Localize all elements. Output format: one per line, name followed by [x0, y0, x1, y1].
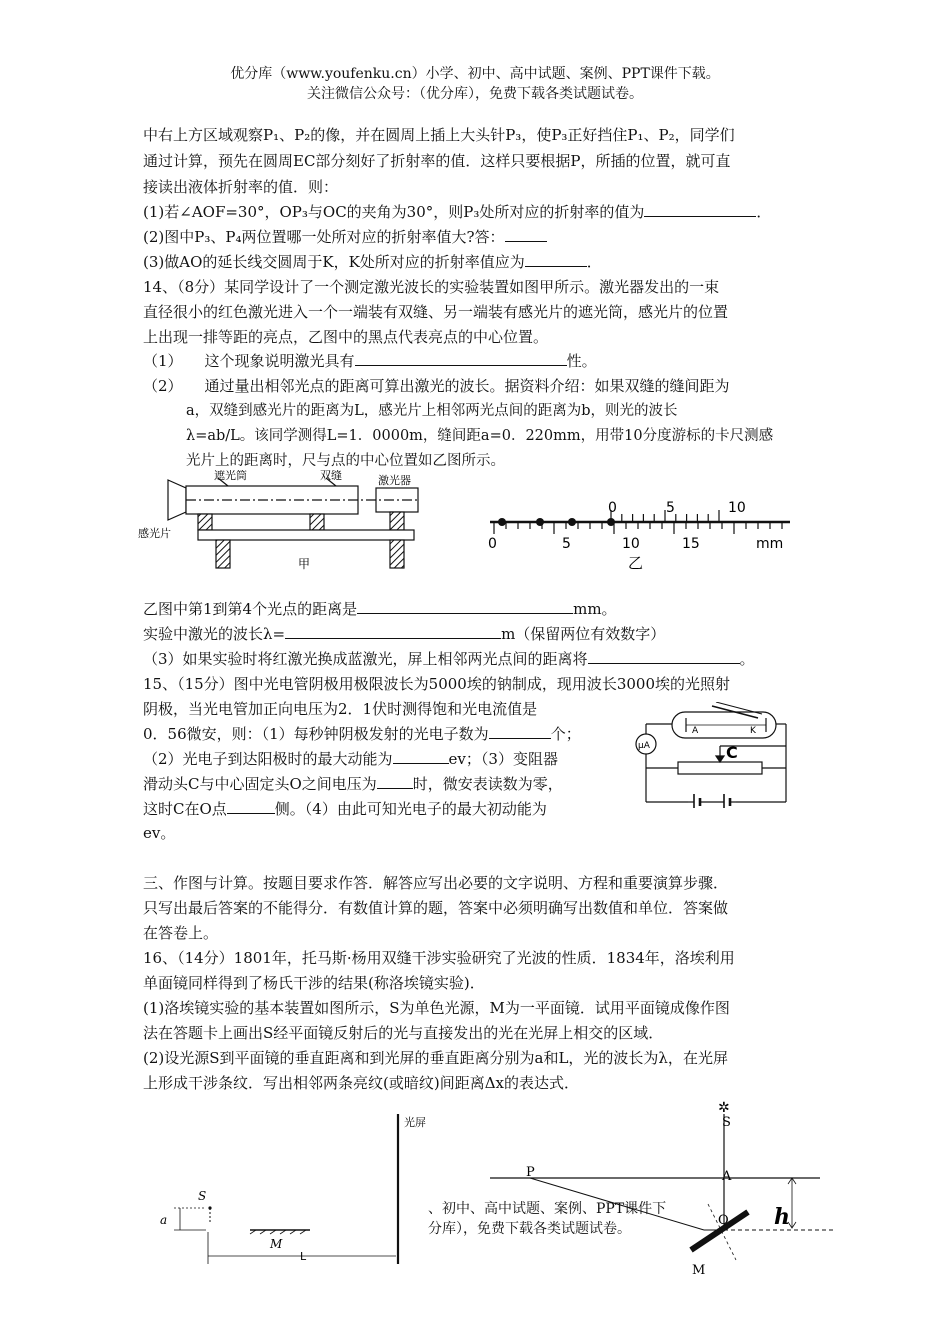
p14-d2-end: m（保留两位有效数字） — [501, 625, 666, 643]
answer-blank — [355, 350, 567, 366]
p16-line-6: 上形成干涉条纹．写出相邻两条亮纹(或暗纹)间距离Δx的表达式． — [143, 1074, 579, 1092]
unit-label: mm — [756, 536, 784, 552]
distance-a-label: a — [160, 1213, 168, 1227]
p14-s2-num: （2） — [143, 377, 183, 395]
p15-l4-end: ev；（3）变阻器 — [448, 750, 558, 768]
p16-line-5: (2)设光源S到平面镜的垂直距离和到光屏的垂直距离分别为a和L，光的波长为λ，在光屏 — [143, 1049, 728, 1067]
p14-sub-1 — [143, 350, 597, 372]
answer-blank — [393, 748, 449, 764]
p15-l5-text: 滑动头C与中心固定头O之间电压为 — [143, 775, 377, 793]
p15-line-5 — [143, 773, 563, 795]
point-p-label: P — [526, 1165, 535, 1180]
p15-line-1: 15、（15分）图中光电管阴极用极限波长为5000埃的钠制成，现用波长3000埃的光照射 — [143, 675, 731, 693]
label-film: 感光片 — [138, 527, 171, 540]
p13-question-1 — [143, 201, 771, 223]
p13-q3-end: ． — [586, 253, 602, 271]
distance-l-label: L — [300, 1250, 307, 1263]
p14-s1-num: （1） — [143, 352, 183, 370]
p14-s2-line-d: 光片上的距离时，尺与点的中心位置如乙图所示。 — [186, 453, 505, 469]
answer-blank — [227, 798, 275, 814]
p14-s2-line-a: 通过量出相邻光点的距离可算出激光的波长。据资料介绍：如果双缝的缝间距为 — [204, 377, 730, 395]
figure-jia-apparatus — [138, 470, 438, 580]
sec3-line-2: 只写出最后答案的不能得分．有数值计算的题，答案中必须明确写出数值和单位．答案做 — [143, 899, 729, 917]
answer-blank — [489, 723, 551, 739]
p13-line-1: 中右上方区域观察P₁、P₂的像，并在圆周上插上大头针P₃，使P₃正好挡住P₁、P₂，同学们 — [143, 126, 735, 144]
header-line-1: 优分库（www.youfenku.cn）小学、初中、高中试题、案例、PPT课件下载。 — [230, 66, 720, 82]
p13-line-3: 接读出液体折射率的值．则： — [143, 178, 339, 196]
source-s-label: S — [198, 1189, 207, 1203]
p14-sub-2 — [143, 375, 730, 397]
p14-s2-line-b: a，双缝到感光片的距离为L，感光片上相邻两光点间的距离为b，则光的波长 — [186, 403, 678, 419]
mirror-m-label: M — [270, 1237, 283, 1251]
vernier-label-10: 10 — [728, 500, 746, 516]
point-a-label: A — [722, 1169, 732, 1184]
vernier-label-0: 0 — [608, 500, 617, 516]
figure-jia-caption: 甲 — [298, 557, 311, 571]
p16-line-3: (1)洛埃镜实验的基本装置如图所示，S为单色光源，M为一平面镜．试用平面镜成像作图 — [143, 999, 730, 1017]
main-label-0: 0 — [488, 536, 497, 552]
light-spot — [498, 518, 506, 526]
main-label-10: 10 — [622, 536, 640, 552]
p15-line-7: ev。 — [143, 824, 176, 842]
p15-l3-end: 个； — [550, 725, 581, 743]
answer-blank — [285, 623, 501, 639]
p13-question-3 — [143, 251, 602, 273]
p14-d1-text: 乙图中第1到第4个光点的距离是 — [143, 600, 358, 618]
main-label-5: 5 — [562, 536, 571, 552]
p16-line-1: 16、（14分）1801年，托马斯·杨用双缝干涉实验研究了光波的性质．1834年，洛埃利用 — [143, 949, 735, 967]
p14-s1-text: 这个现象说明激光具有 — [204, 352, 355, 370]
light-spot — [536, 518, 544, 526]
figure-rotating-mirror — [486, 1100, 840, 1280]
figure-phototube-circuit — [626, 702, 804, 808]
main-label-15: 15 — [682, 536, 700, 552]
p14-d1-end: mm。 — [573, 600, 617, 618]
p15-l5-end: 时，微安表读数为零， — [412, 775, 563, 793]
p15-line-3 — [143, 723, 581, 745]
answer-blank — [357, 598, 573, 614]
p15-line-4 — [143, 748, 558, 770]
p15-l4-text: （2）光电子到达阳极时的最大动能为 — [143, 750, 393, 768]
microammeter-label: μA — [638, 741, 650, 751]
figure-yi-caption: 乙 — [628, 554, 644, 572]
mirror-m-label: M — [692, 1263, 706, 1278]
p15-l3-text: 0．56微安，则：（1）每秒钟阴极发射的光电子数为 — [143, 725, 489, 743]
p16-line-4: 法在答题卡上画出S经平面镜反射后的光与直接发出的光在光屏上相交的区域． — [143, 1024, 664, 1042]
light-spot — [568, 518, 576, 526]
p14-s1-end: 性。 — [566, 352, 597, 370]
light-spot — [607, 518, 615, 526]
p14-line-3: 上出现一排等距的亮点，乙图中的黑点代表亮点的中心位置。 — [143, 328, 549, 346]
p15-l6-text: 这时C在O点 — [143, 800, 227, 818]
sec3-line-1: 三、作图与计算。按题目要求作答．解答应写出必要的文字说明、方程和重要演算步骤． — [143, 874, 729, 892]
anode-label: A — [692, 726, 699, 736]
p14-s3-text: （3）如果实验时将红激光换成蓝激光，屏上相邻两光点间的距离将 — [143, 650, 588, 668]
figure-yi-ruler — [480, 494, 800, 574]
point-o-label: O — [718, 1213, 729, 1228]
p14-line-2: 直径很小的红色激光进入一个一端装有双缝、另一端装有感光片的遮光筒，感光片的位置 — [143, 303, 729, 321]
header-line-2: 关注微信公众号：（优分库），免费下载各类试题试卷。 — [307, 86, 643, 102]
p14-line-1: 14、（8分）某同学设计了一个测定激光波长的实验装置如图甲所示。激光器发出的一束 — [143, 278, 720, 296]
p15-line-6 — [143, 798, 547, 820]
p13-question-2 — [143, 226, 547, 248]
p14-s2-line-c: λ=ab/L。该同学测得L=1．0000m，缝间距a=0．220mm，用带10分度游标的卡尺测感 — [186, 428, 774, 444]
answer-blank — [505, 226, 547, 242]
figure-lloyd-mirror — [150, 1108, 430, 1268]
label-laser: 激光器 — [378, 474, 411, 487]
p14-d2-text: 实验中激光的波长λ= — [143, 625, 286, 643]
footer-line-2: 分库），免费下载各类试题试卷。 — [428, 1221, 631, 1237]
screen-label: 光屏 — [404, 1116, 426, 1129]
cathode-label: K — [750, 726, 756, 736]
slider-c-label: C — [726, 743, 738, 762]
answer-blank — [644, 201, 756, 217]
height-h-label: h — [774, 1204, 790, 1230]
p15-line-2: 阴极，当光电管加正向电压为2．1伏时测得饱和光电流值是 — [143, 700, 538, 718]
answer-blank — [588, 648, 740, 664]
p14-sub-3 — [143, 648, 755, 670]
p14-wavelength-line — [143, 623, 665, 645]
source-s-label: S — [722, 1115, 731, 1130]
sun-icon: ✲ — [718, 1100, 730, 1116]
p13-q3-text: (3)做AO的延长线交圆周于K，K处所对应的折射率值应为 — [143, 253, 525, 271]
sec3-line-3: 在答卷上。 — [143, 924, 219, 942]
p13-q1-end: ． — [756, 203, 772, 221]
p13-q1-text: (1)若∠AOF=30°，OP₃与OC的夹角为30°，则P₃处所对应的折射率的值为 — [143, 203, 645, 221]
answer-blank — [525, 251, 587, 267]
p15-l6-end: 侧。（4）由此可知光电子的最大初动能为 — [274, 800, 547, 818]
answer-blank — [377, 773, 413, 789]
label-slit: 双缝 — [320, 470, 342, 482]
footer-line-1: 、初中、高中试题、案例、PPT课件下 — [428, 1201, 667, 1217]
label-tube: 遮光筒 — [214, 470, 247, 482]
p14-distance-line — [143, 598, 617, 620]
vernier-label-5: 5 — [666, 500, 675, 516]
p13-line-2: 通过计算，预先在圆周EC部分刻好了折射率的值．这样只要根据P，所插的位置，就可直 — [143, 152, 731, 170]
p16-line-2: 单面镜同样得到了杨氏干涉的结果(称洛埃镜实验)． — [143, 974, 485, 992]
p13-q2-text: (2)图中P₃、P₄两位置哪一处所对应的折射率值大?答： — [143, 228, 505, 246]
p14-s3-end: 。 — [739, 650, 755, 668]
